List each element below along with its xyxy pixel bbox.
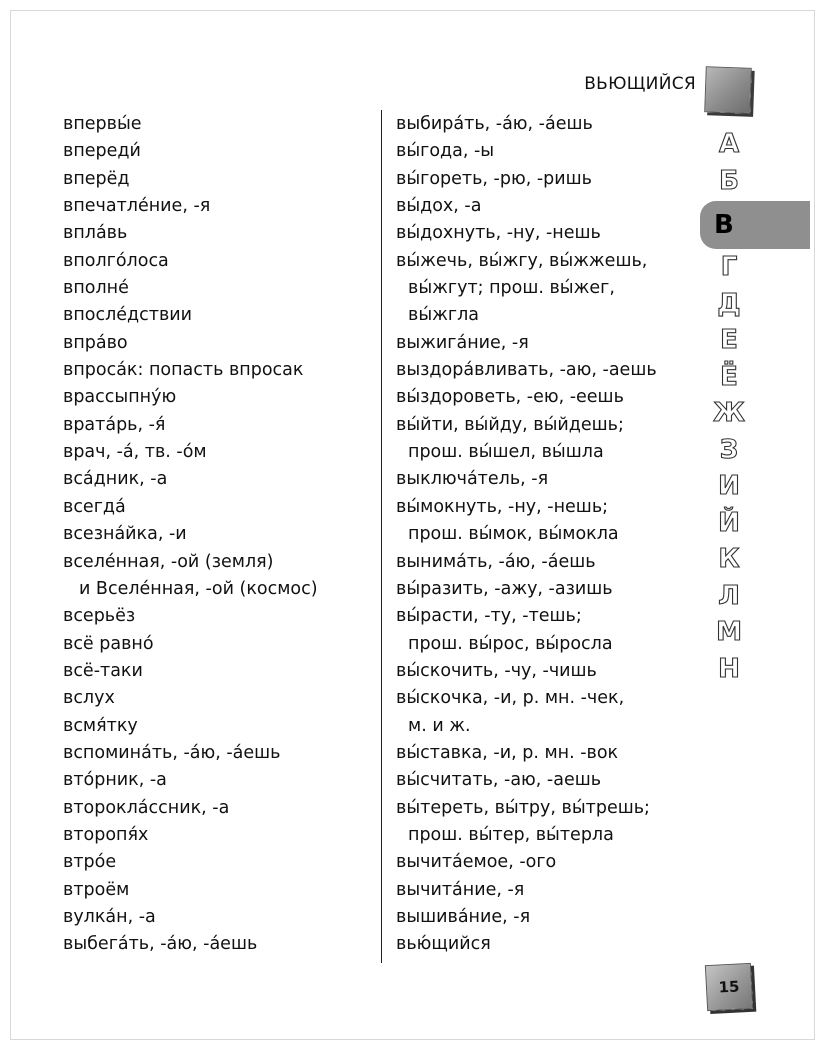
dictionary-entry: вполне́ — [63, 278, 129, 299]
dictionary-entry: прош. вы́мок, вы́мокла — [408, 524, 619, 545]
dictionary-entry: м. и ж. — [408, 715, 471, 736]
dictionary-entry: вполго́лоса — [63, 250, 169, 271]
alphabet-letter-tab[interactable]: Б — [719, 165, 739, 196]
alphabet-letter-tab[interactable]: М — [716, 617, 742, 647]
dictionary-entry: вы́мокнуть, -ну, -нешь; — [396, 496, 609, 517]
dictionary-entry: впечатле́ние, -я — [63, 196, 211, 217]
alphabet-letter-tab[interactable]: Ё — [720, 361, 738, 392]
dictionary-entry: вычита́емое, -ого — [396, 852, 557, 873]
alphabet-letter-tab[interactable]: Е — [720, 325, 738, 355]
dictionary-entry: вью́щийся — [396, 934, 491, 955]
dictionary-entry: втроём — [63, 879, 130, 900]
dictionary-entry: вы́дохнуть, -ну, -нешь — [396, 223, 601, 244]
dictionary-entry: прош. вы́рос, вы́росла — [408, 633, 613, 654]
page-number: 15 — [705, 963, 753, 1011]
dictionary-entry: вулка́н, -а — [63, 906, 156, 927]
dictionary-entry: вы́расти, -ту, -тешь; — [396, 606, 582, 627]
left-column — [63, 111, 378, 959]
dictionary-entry: впервы́е — [63, 114, 142, 134]
right-column — [396, 111, 696, 959]
alphabet-letter-tab[interactable]: А — [718, 129, 740, 159]
dictionary-entry: вто́рник, -а — [63, 770, 167, 791]
dictionary-entry: всмя́тку — [63, 715, 138, 736]
running-header: ВЬЮЩИЙСЯ — [584, 74, 696, 94]
dictionary-entry: вышива́ние, -я — [396, 906, 531, 927]
dictionary-entry: второпя́х — [63, 824, 149, 845]
dictionary-entry: всегда́ — [63, 496, 126, 517]
dictionary-entry: врассыпну́ю — [63, 387, 177, 408]
dictionary-entry: вы́считать, -аю, -аешь — [396, 770, 602, 791]
alphabet-letter-tab[interactable]: Н — [718, 653, 740, 684]
dictionary-entry: впроса́к: попасть впросак — [63, 360, 304, 381]
dictionary-entry: прош. вы́шел, вы́шла — [408, 442, 604, 463]
dictionary-entry: вынима́ть, -а́ю, -а́ешь — [396, 551, 596, 572]
alphabet-letter-tab[interactable]: К — [718, 544, 740, 574]
dictionary-entry: вы́йти, вы́йду, вы́йдешь; — [396, 414, 624, 435]
dictionary-entry: всё-таки — [63, 660, 143, 681]
dictionary-entry: всё равно́ — [63, 633, 154, 654]
dictionary-entry: вперёд — [63, 168, 130, 189]
dictionary-entry: выбира́ть, -а́ю, -а́ешь — [396, 114, 593, 134]
header-marker — [704, 66, 752, 114]
dictionary-entry: вычита́ние, -я — [396, 879, 525, 900]
dictionary-entry: всерьёз — [63, 606, 136, 627]
dictionary-entry: впереди́ — [63, 141, 141, 162]
alphabet-letter-tab[interactable]: И — [718, 471, 740, 501]
dictionary-entry: вспомина́ть, -а́ю, -а́ешь — [63, 742, 281, 763]
dictionary-entry: прош. вы́тер, вы́терла — [408, 824, 614, 845]
dictionary-entry: вслух — [63, 688, 115, 709]
alphabet-index — [700, 126, 810, 687]
dictionary-entry: выжига́ние, -я — [396, 332, 529, 353]
dictionary-entry: выбега́ть, -а́ю, -а́ешь — [63, 934, 258, 955]
dictionary-entry: вы́скочить, -чу, -чишь — [396, 660, 597, 681]
dictionary-entry: вы́здороветь, -ею, -еешь — [396, 387, 624, 408]
dictionary-entry: вы́гореть, -рю, -ришь — [396, 168, 592, 189]
alphabet-letter-tab[interactable]: Й — [718, 507, 740, 538]
dictionary-entry: врач, -а́, тв. -о́м — [63, 442, 207, 463]
alphabet-letter-tab[interactable]: В — [700, 201, 810, 249]
dictionary-entry: впла́вь — [63, 223, 128, 244]
alphabet-letter-tab[interactable]: Ж — [713, 398, 745, 428]
dictionary-entry: выключа́тель, -я — [396, 469, 549, 490]
dictionary-entry: и Вселе́нная, -ой (космос) — [79, 578, 318, 599]
dictionary-entry: вы́жечь, вы́жгу, вы́жжешь, — [396, 250, 648, 271]
dictionary-entry: вса́дник, -а — [63, 469, 168, 490]
dictionary-entry: вы́разить, -ажу, -азишь — [396, 578, 613, 599]
alphabet-letter-tab[interactable]: Л — [718, 580, 740, 611]
dictionary-entry: впра́во — [63, 332, 128, 353]
alphabet-letter-tab[interactable]: Г — [720, 252, 738, 282]
dictionary-entry: вы́тереть, вы́тру, вы́трешь; — [396, 797, 650, 818]
dictionary-entry: вы́ставка, -и, р. мн. -вок — [396, 742, 619, 763]
dictionary-entry: вы́скочка, -и, р. мн. -чек, — [396, 688, 625, 709]
alphabet-letter-tab[interactable]: Д — [717, 288, 741, 319]
dictionary-entry: второкла́ссник, -а — [63, 797, 230, 818]
dictionary-entry: вы́дох, -а — [396, 196, 482, 217]
dictionary-entry: врата́рь, -я́ — [63, 414, 166, 435]
dictionary-entry: вы́года, -ы — [396, 141, 495, 162]
dictionary-entry: всезна́йка, -и — [63, 524, 187, 545]
dictionary-entry: вселе́нная, -ой (земля) — [63, 551, 274, 572]
column-divider — [381, 110, 382, 963]
dictionary-entry: впосле́дствии — [63, 305, 193, 326]
dictionary-entry: втро́е — [63, 852, 117, 873]
alphabet-letter-tab[interactable]: З — [719, 434, 739, 465]
dictionary-entry: выздора́вливать, -аю, -аешь — [396, 360, 657, 381]
dictionary-entry: вы́жгут; прош. вы́жег, — [408, 278, 615, 299]
dictionary-entry: вы́жгла — [408, 305, 479, 326]
